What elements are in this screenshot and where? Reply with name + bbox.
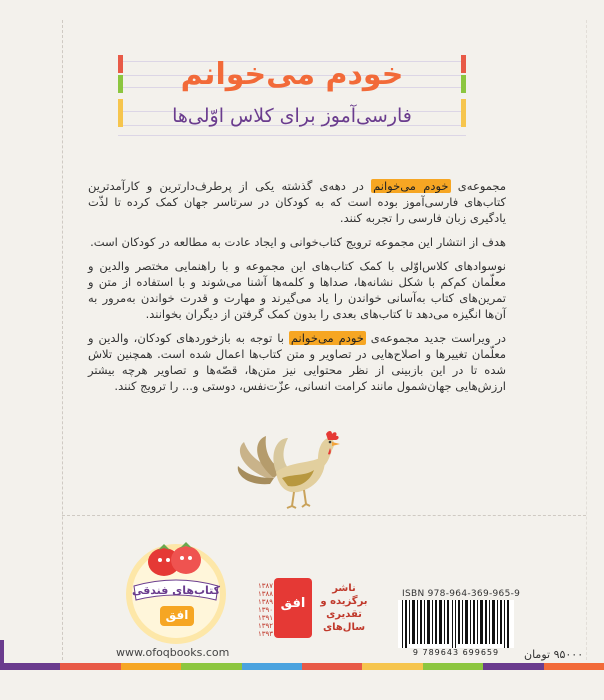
rooster-illustration <box>232 430 362 510</box>
p1-rest: در دهه‌ی گذشته یکی از پرطرف‌دارترین و کارآمدترین کتاب‌های فارسی‌آموز بوده است که به کودکان در سرتاسر جهان کمک کرده تا لذّت یادگیری زبان فارسی را تجربه کنند. <box>88 179 506 225</box>
paragraph-3: نوسوادهای کلاس‌اوّلی با کمک کتاب‌های این مجموعه و با راهنمایی مختصر والدین و معلّمان کم‌کم با شکل نشانه‌ها، صداها و کلمه‌ها آشنا می‌شوند و با استفاده از متن و تمرین‌های کتاب به‌آسانی خواندن را یاد می‌گیرند و مهارت و قدرت خواندن به‌مرور به آن‌ها انگیزه می‌دهد تا کتاب‌های بعدی را بدون کمک گرفتن از دیگران بخوانند. <box>88 259 506 321</box>
title-block <box>118 55 466 145</box>
p4-prefix: در ویراست جدید مجموعه‌ی <box>370 331 506 345</box>
series-name-highlight-2: خودم می‌خوانم <box>290 331 364 345</box>
margin-line-left <box>62 20 63 660</box>
p1-prefix: مجموعه‌ی <box>457 179 506 193</box>
series-name-highlight: خودم می‌خوانم <box>373 179 449 193</box>
isbn-text: ISBN 978-964-369-965-9 <box>402 589 521 599</box>
barcode-number: 9 789643 699659 <box>412 648 500 657</box>
paragraph-1 <box>88 178 506 226</box>
award-years: ۱۳۸۷ ۱۳۸۸ ۱۳۸۹ ۱۳۹۰ ۱۳۹۱ ۱۳۹۲ ۱۳۹۳ <box>258 582 274 638</box>
award-badge <box>258 578 370 640</box>
margin-line-right <box>586 20 587 660</box>
logo-brand-text: کتاب‌های فندقی <box>131 584 221 597</box>
paragraph-2: هدف از انتشار این مجموعه ترویج کتاب‌خوانی و ایجاد عادت به مطالعه در کودکان است. <box>90 235 506 249</box>
book-subtitle: فارسی‌آموز برای کلاس اوّلی‌ها <box>172 105 412 127</box>
left-edge-mark <box>0 640 4 670</box>
website-url: www.ofoqbooks.com <box>116 646 230 659</box>
logo-publisher: افق <box>165 608 189 622</box>
award-publisher: افق <box>280 596 306 611</box>
bottom-dotted-line <box>62 515 586 516</box>
p4-rest: با توجه به بازخوردهای کودکان، والدین و معلّمان تغییرها و اصلاح‌هایی در تصاویر و متن کتاب‌ها اعمال شده است. همچنین تلاش شده تا در این بازبینی از نظر محتوایی نیز متن‌ها، قصّه‌ها و تصاویر هرچه بیشتر ارزش‌هایی جهان‌شمول مانند کرامت انسانی، عزّت‌نفس، دوستی و... را ترویج کنند. <box>88 331 506 393</box>
paragraph-4 <box>88 330 506 394</box>
barcode-image <box>398 600 514 648</box>
award-text: ناشر برگزیده و تقدیری سال‌های <box>320 583 368 633</box>
description-text <box>88 178 506 402</box>
book-title: خودم می‌خوانم <box>180 57 404 92</box>
color-stripe <box>0 663 604 670</box>
price-label: ۹۵۰۰۰ تومان <box>524 648 584 661</box>
award-logo-box <box>274 578 312 638</box>
